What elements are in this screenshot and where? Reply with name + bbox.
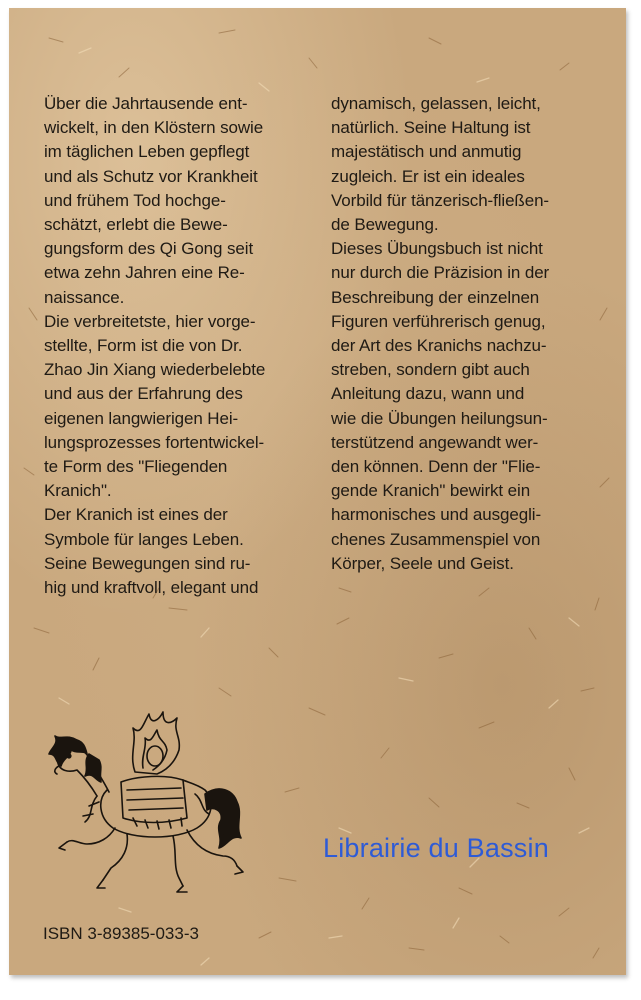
bookseller-watermark: Librairie du Bassin: [323, 833, 549, 863]
description-right-column: dynamisch, gelassen, leicht, natürlich. Seine Haltung ist majestätisch und anmutig zugleich. Er ist ein ideales Vorbild für tänzerisch-fließen- de Bewegung. Dieses Übungsbuch ist nicht nur durch die Präzision in der Beschreibung der einzelnen Figuren verführerisch genug, der Art des Kranichs nachzu- streben, sondern gibt auch Anleitung dazu, wann und wie die Übungen heilungsun- terstützend angewandt wer- den können. Denn der "Flie- gende Kranich" bewirkt ein harmonisches und ausgegli- chenes Zusammenspiel von Körper, Seele und Geist.: [331, 94, 550, 573]
isbn-number: ISBN 3-89385-033-3: [43, 924, 199, 943]
book-back-cover: [9, 8, 626, 975]
description-left-column: Über die Jahrtausende ent- wickelt, in den Klöstern sowie im täglichen Leben gepflegt und als Schutz vor Krankheit und frühem Tod hochge- schätzt, erlebt die Bewe- gungsform des Qi Gong seit etwa zehn Jahren eine Re- naissance. Die verbreitetste, hier vorge- stellte, Form ist die von Dr. Zhao Jin Xiang wiederbelebte und aus der Erfahrung des eigenen langwierigen Hei- lungsprozesses fortentwickel- te Form des "Fliegenden Kranich". Der Kranich ist eines der Symbole für langes Leben. Seine Bewegungen sind ru- hig und kraftvoll, elegant und: [44, 94, 266, 598]
wind-horse-icon: [37, 710, 257, 895]
